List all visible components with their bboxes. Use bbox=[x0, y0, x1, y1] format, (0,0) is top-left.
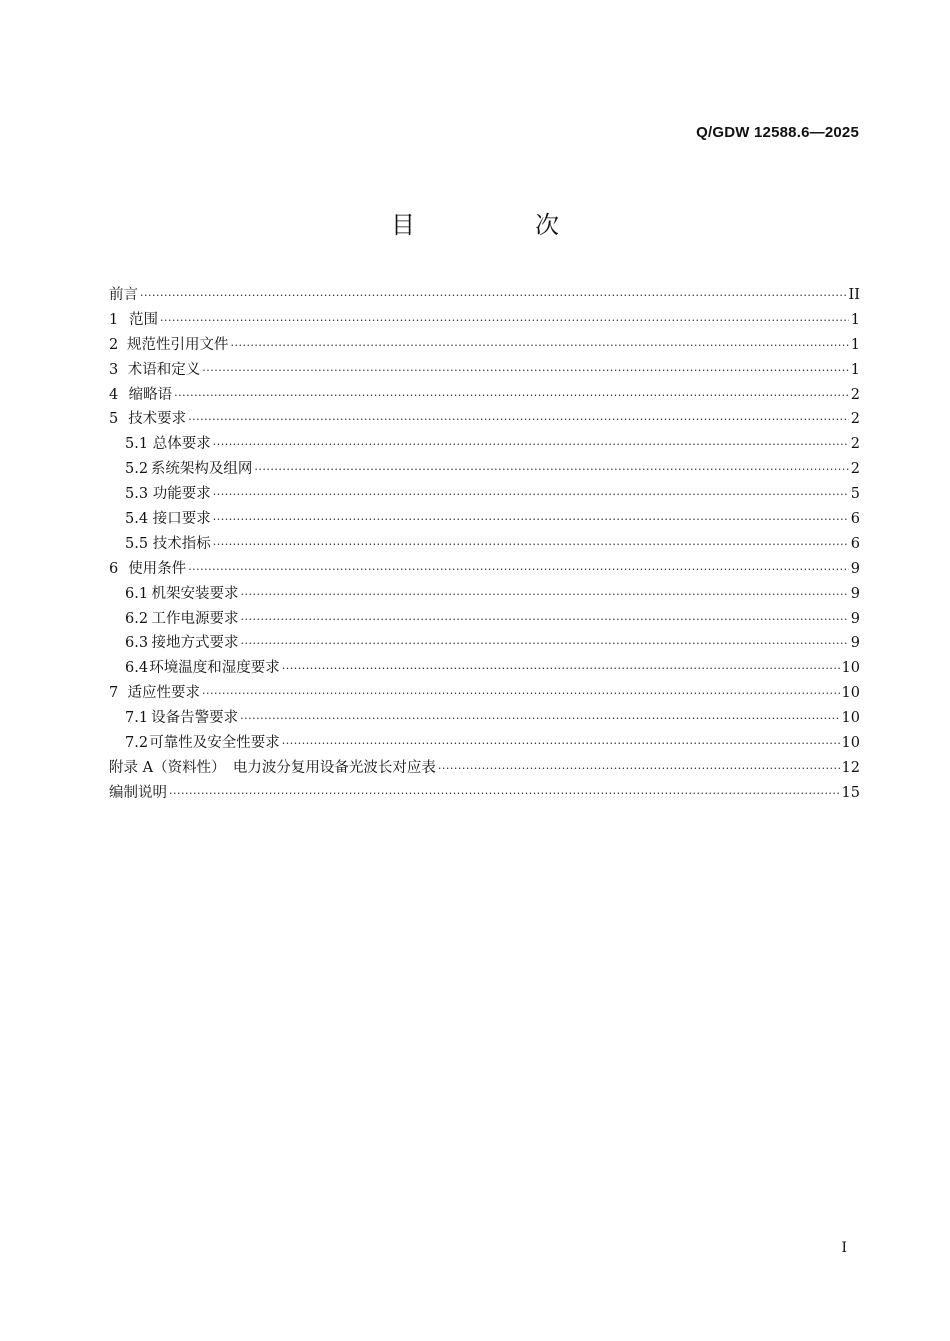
toc-entry-label: 功能要求 bbox=[152, 486, 211, 503]
toc-entry-number: 3 bbox=[109, 361, 119, 378]
toc-entry-label: 机架安装要求 bbox=[151, 585, 239, 602]
toc-entry-number: 6.4 bbox=[125, 660, 149, 677]
dot-leader bbox=[213, 510, 849, 530]
toc-entry-page: 5 bbox=[850, 486, 860, 503]
toc-entry-5-2[interactable] bbox=[109, 459, 860, 484]
dot-leader bbox=[282, 734, 840, 754]
toc-entry-5-1[interactable] bbox=[109, 434, 860, 459]
dot-leader bbox=[188, 410, 849, 430]
dot-leader bbox=[188, 560, 849, 580]
toc-entry-label: 接地方式要求 bbox=[151, 635, 239, 652]
toc-entry-6-1[interactable] bbox=[109, 584, 860, 609]
toc-entry-label: 环境温度和湿度要求 bbox=[149, 660, 280, 677]
dot-leader bbox=[202, 684, 840, 704]
toc-entry-number: 5 bbox=[109, 411, 119, 428]
dot-leader bbox=[213, 435, 849, 455]
toc-entry-label: 适应性要求 bbox=[127, 685, 201, 702]
toc-entry-7[interactable] bbox=[109, 683, 860, 708]
toc-entry-label: 编制说明 bbox=[109, 784, 167, 801]
toc-entry-5[interactable] bbox=[109, 409, 860, 434]
toc-entry-page: 2 bbox=[850, 461, 860, 478]
toc-entry-page: II bbox=[848, 287, 860, 303]
toc-entry-number: 5.5 bbox=[125, 535, 149, 552]
toc-entry-label: 技术要求 bbox=[128, 411, 187, 428]
toc-entry-number: 7.1 bbox=[125, 710, 149, 727]
toc-entry-2[interactable] bbox=[109, 335, 860, 360]
dot-leader bbox=[160, 311, 849, 331]
toc-entry-number: 5.2 bbox=[125, 461, 149, 478]
dot-leader bbox=[241, 634, 849, 654]
toc-entry-label: 技术指标 bbox=[152, 535, 211, 552]
toc-entry-page: 9 bbox=[850, 635, 860, 652]
toc-entry-label: 使用条件 bbox=[128, 560, 187, 577]
toc-entry-appendix-a[interactable] bbox=[109, 758, 860, 783]
toc-entry-page: 12 bbox=[841, 759, 860, 776]
toc-entry-number: 5.4 bbox=[125, 511, 149, 528]
toc-entry-page: 10 bbox=[841, 685, 860, 702]
toc-entry-number: 5.1 bbox=[125, 436, 149, 453]
toc-entry-5-5[interactable] bbox=[109, 534, 860, 559]
toc-entry-number: 6.1 bbox=[125, 585, 149, 602]
toc-entry-7-1[interactable] bbox=[109, 708, 860, 733]
toc-entry-label: 可靠性及安全性要求 bbox=[149, 735, 280, 752]
dot-leader bbox=[241, 585, 849, 605]
toc-entry-5-4[interactable] bbox=[109, 509, 860, 534]
toc-entry-number: 5.3 bbox=[125, 486, 149, 503]
toc-entry-page: 2 bbox=[850, 386, 860, 403]
toc-entry-6-3[interactable] bbox=[109, 633, 860, 658]
toc-entry-page: 1 bbox=[850, 336, 860, 353]
dot-leader bbox=[254, 460, 848, 480]
table-of-contents bbox=[109, 285, 860, 808]
toc-entry-number: 6 bbox=[109, 560, 119, 577]
toc-entry-compilation-notes[interactable] bbox=[109, 783, 860, 808]
toc-entry-number: 4 bbox=[109, 386, 119, 403]
toc-entry-number: 6.2 bbox=[125, 610, 149, 627]
dot-leader bbox=[213, 535, 849, 555]
toc-entry-number: 7 bbox=[109, 685, 119, 702]
dot-leader bbox=[169, 784, 840, 804]
toc-entry-label: 术语和定义 bbox=[127, 361, 201, 378]
dot-leader bbox=[174, 386, 849, 406]
toc-entry-page: 1 bbox=[850, 361, 860, 378]
toc-entry-preface[interactable] bbox=[109, 285, 860, 310]
toc-entry-page: 10 bbox=[841, 660, 860, 677]
page-title: 目 次 bbox=[391, 211, 607, 239]
toc-entry-number: 1 bbox=[109, 311, 119, 328]
dot-leader bbox=[240, 709, 839, 729]
toc-entry-4[interactable] bbox=[109, 385, 860, 410]
toc-entry-page: 2 bbox=[850, 411, 860, 428]
toc-entry-page: 10 bbox=[841, 710, 860, 727]
page-number: I bbox=[841, 1240, 847, 1256]
toc-entry-3[interactable] bbox=[109, 360, 860, 385]
toc-entry-number: 2 bbox=[109, 336, 119, 353]
dot-leader bbox=[282, 659, 840, 679]
toc-entry-page: 9 bbox=[850, 560, 860, 577]
toc-entry-5-3[interactable] bbox=[109, 484, 860, 509]
toc-entry-label: 附录 A（资料性） 电力波分复用设备光波长对应表 bbox=[109, 759, 436, 776]
dot-leader bbox=[140, 286, 847, 306]
toc-entry-6-2[interactable] bbox=[109, 609, 860, 634]
toc-entry-page: 9 bbox=[850, 610, 860, 627]
toc-entry-label: 缩略语 bbox=[128, 386, 173, 403]
toc-entry-label: 工作电源要求 bbox=[151, 610, 239, 627]
toc-entry-label: 接口要求 bbox=[152, 511, 211, 528]
toc-entry-6[interactable] bbox=[109, 559, 860, 584]
dot-leader bbox=[230, 336, 848, 356]
toc-entry-page: 10 bbox=[841, 735, 860, 752]
dot-leader bbox=[438, 759, 840, 779]
dot-leader bbox=[202, 361, 848, 381]
toc-entry-7-2[interactable] bbox=[109, 733, 860, 758]
toc-entry-label: 总体要求 bbox=[152, 436, 211, 453]
toc-entry-page: 6 bbox=[850, 535, 860, 552]
toc-entry-page: 2 bbox=[850, 436, 860, 453]
toc-entry-number: 6.3 bbox=[125, 635, 149, 652]
toc-entry-label: 设备告警要求 bbox=[151, 710, 239, 727]
toc-entry-number: 7.2 bbox=[125, 735, 149, 752]
toc-entry-label: 前言 bbox=[109, 287, 138, 303]
dot-leader bbox=[241, 610, 849, 630]
toc-entry-label: 系统架构及组网 bbox=[150, 461, 253, 478]
dot-leader bbox=[213, 485, 849, 505]
toc-entry-1[interactable] bbox=[109, 310, 860, 335]
toc-entry-page: 15 bbox=[841, 784, 860, 801]
toc-entry-page: 1 bbox=[850, 311, 860, 328]
standard-code: Q/GDW 12588.6—2025 bbox=[696, 124, 859, 141]
toc-entry-page: 6 bbox=[850, 511, 860, 528]
toc-entry-label: 规范性引用文件 bbox=[126, 336, 229, 353]
toc-entry-6-4[interactable] bbox=[109, 658, 860, 683]
toc-entry-label: 范围 bbox=[129, 311, 158, 328]
toc-entry-page: 9 bbox=[850, 585, 860, 602]
